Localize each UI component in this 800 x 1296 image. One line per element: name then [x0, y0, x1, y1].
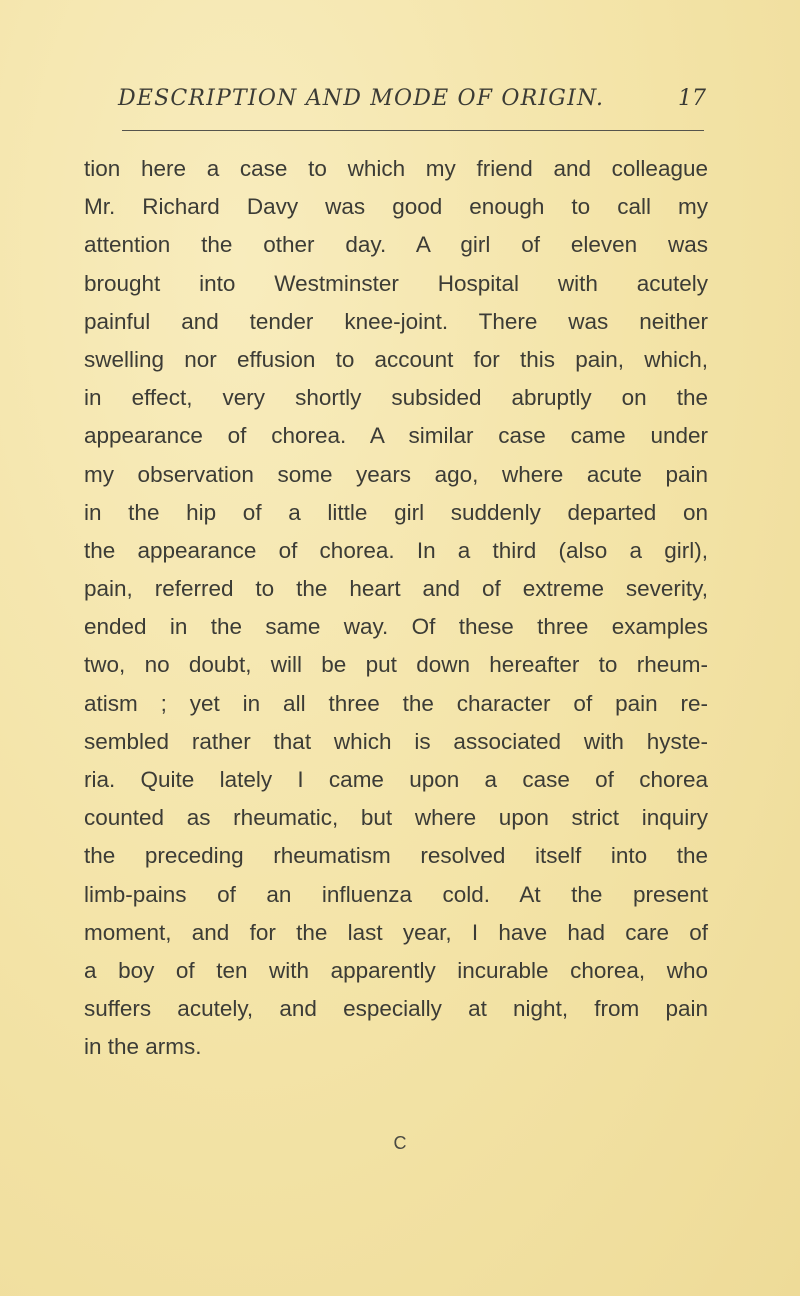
- text-line: appearance of chorea. A similar case came under: [84, 423, 708, 449]
- text-line: in effect, very shortly subsided abruptly on the: [84, 385, 708, 411]
- text-line: Mr. Richard Davy was good enough to call my: [84, 194, 708, 220]
- header-rule: [122, 130, 704, 131]
- text-line: my observation some years ago, where acute pain: [84, 461, 708, 487]
- text-line: brought into Westminster Hospital with acutely: [84, 270, 708, 296]
- text-line: ended in the same way. Of these three examples: [84, 614, 708, 640]
- text-line: atism ; yet in all three the character of pain re-: [84, 690, 708, 716]
- text-line: in the arms.: [84, 1034, 202, 1060]
- page-number: 17: [678, 86, 706, 111]
- text-line: attention the other day. A girl of eleven was: [84, 232, 708, 258]
- body-paragraph: [84, 150, 708, 1067]
- text-line: suffers acutely, and especially at night, from pain: [84, 996, 708, 1022]
- text-line: pain, referred to the heart and of extreme severity,: [84, 576, 708, 602]
- signature-mark: C: [393, 1133, 407, 1153]
- text-line: limb-pains of an influenza cold. At the present: [84, 881, 708, 907]
- text-line: the appearance of chorea. In a third (also a girl),: [84, 537, 708, 563]
- text-line: counted as rheumatic, but where upon strict inquiry: [84, 805, 708, 831]
- text-line: two, no doubt, will be put down hereafter to rheum-: [84, 652, 708, 678]
- running-title: DESCRIPTION AND MODE OF ORIGIN.: [118, 86, 605, 111]
- running-head: [118, 86, 714, 126]
- text-line: swelling nor effusion to account for this pain, which,: [84, 346, 708, 372]
- text-line: the preceding rheumatism resolved itself into the: [84, 843, 708, 869]
- text-line: sembled rather that which is associated with hyste-: [84, 728, 708, 754]
- text-line: moment, and for the last year, I have had care of: [84, 919, 708, 945]
- text-line: painful and tender knee-joint. There was neither: [84, 308, 708, 334]
- text-line: a boy of ten with apparently incurable chorea, who: [84, 957, 708, 983]
- text-line: in the hip of a little girl suddenly departed on: [84, 499, 708, 525]
- text-line: ria. Quite lately I came upon a case of chorea: [84, 767, 708, 792]
- text-line: tion here a case to which my friend and colleague: [84, 156, 708, 181]
